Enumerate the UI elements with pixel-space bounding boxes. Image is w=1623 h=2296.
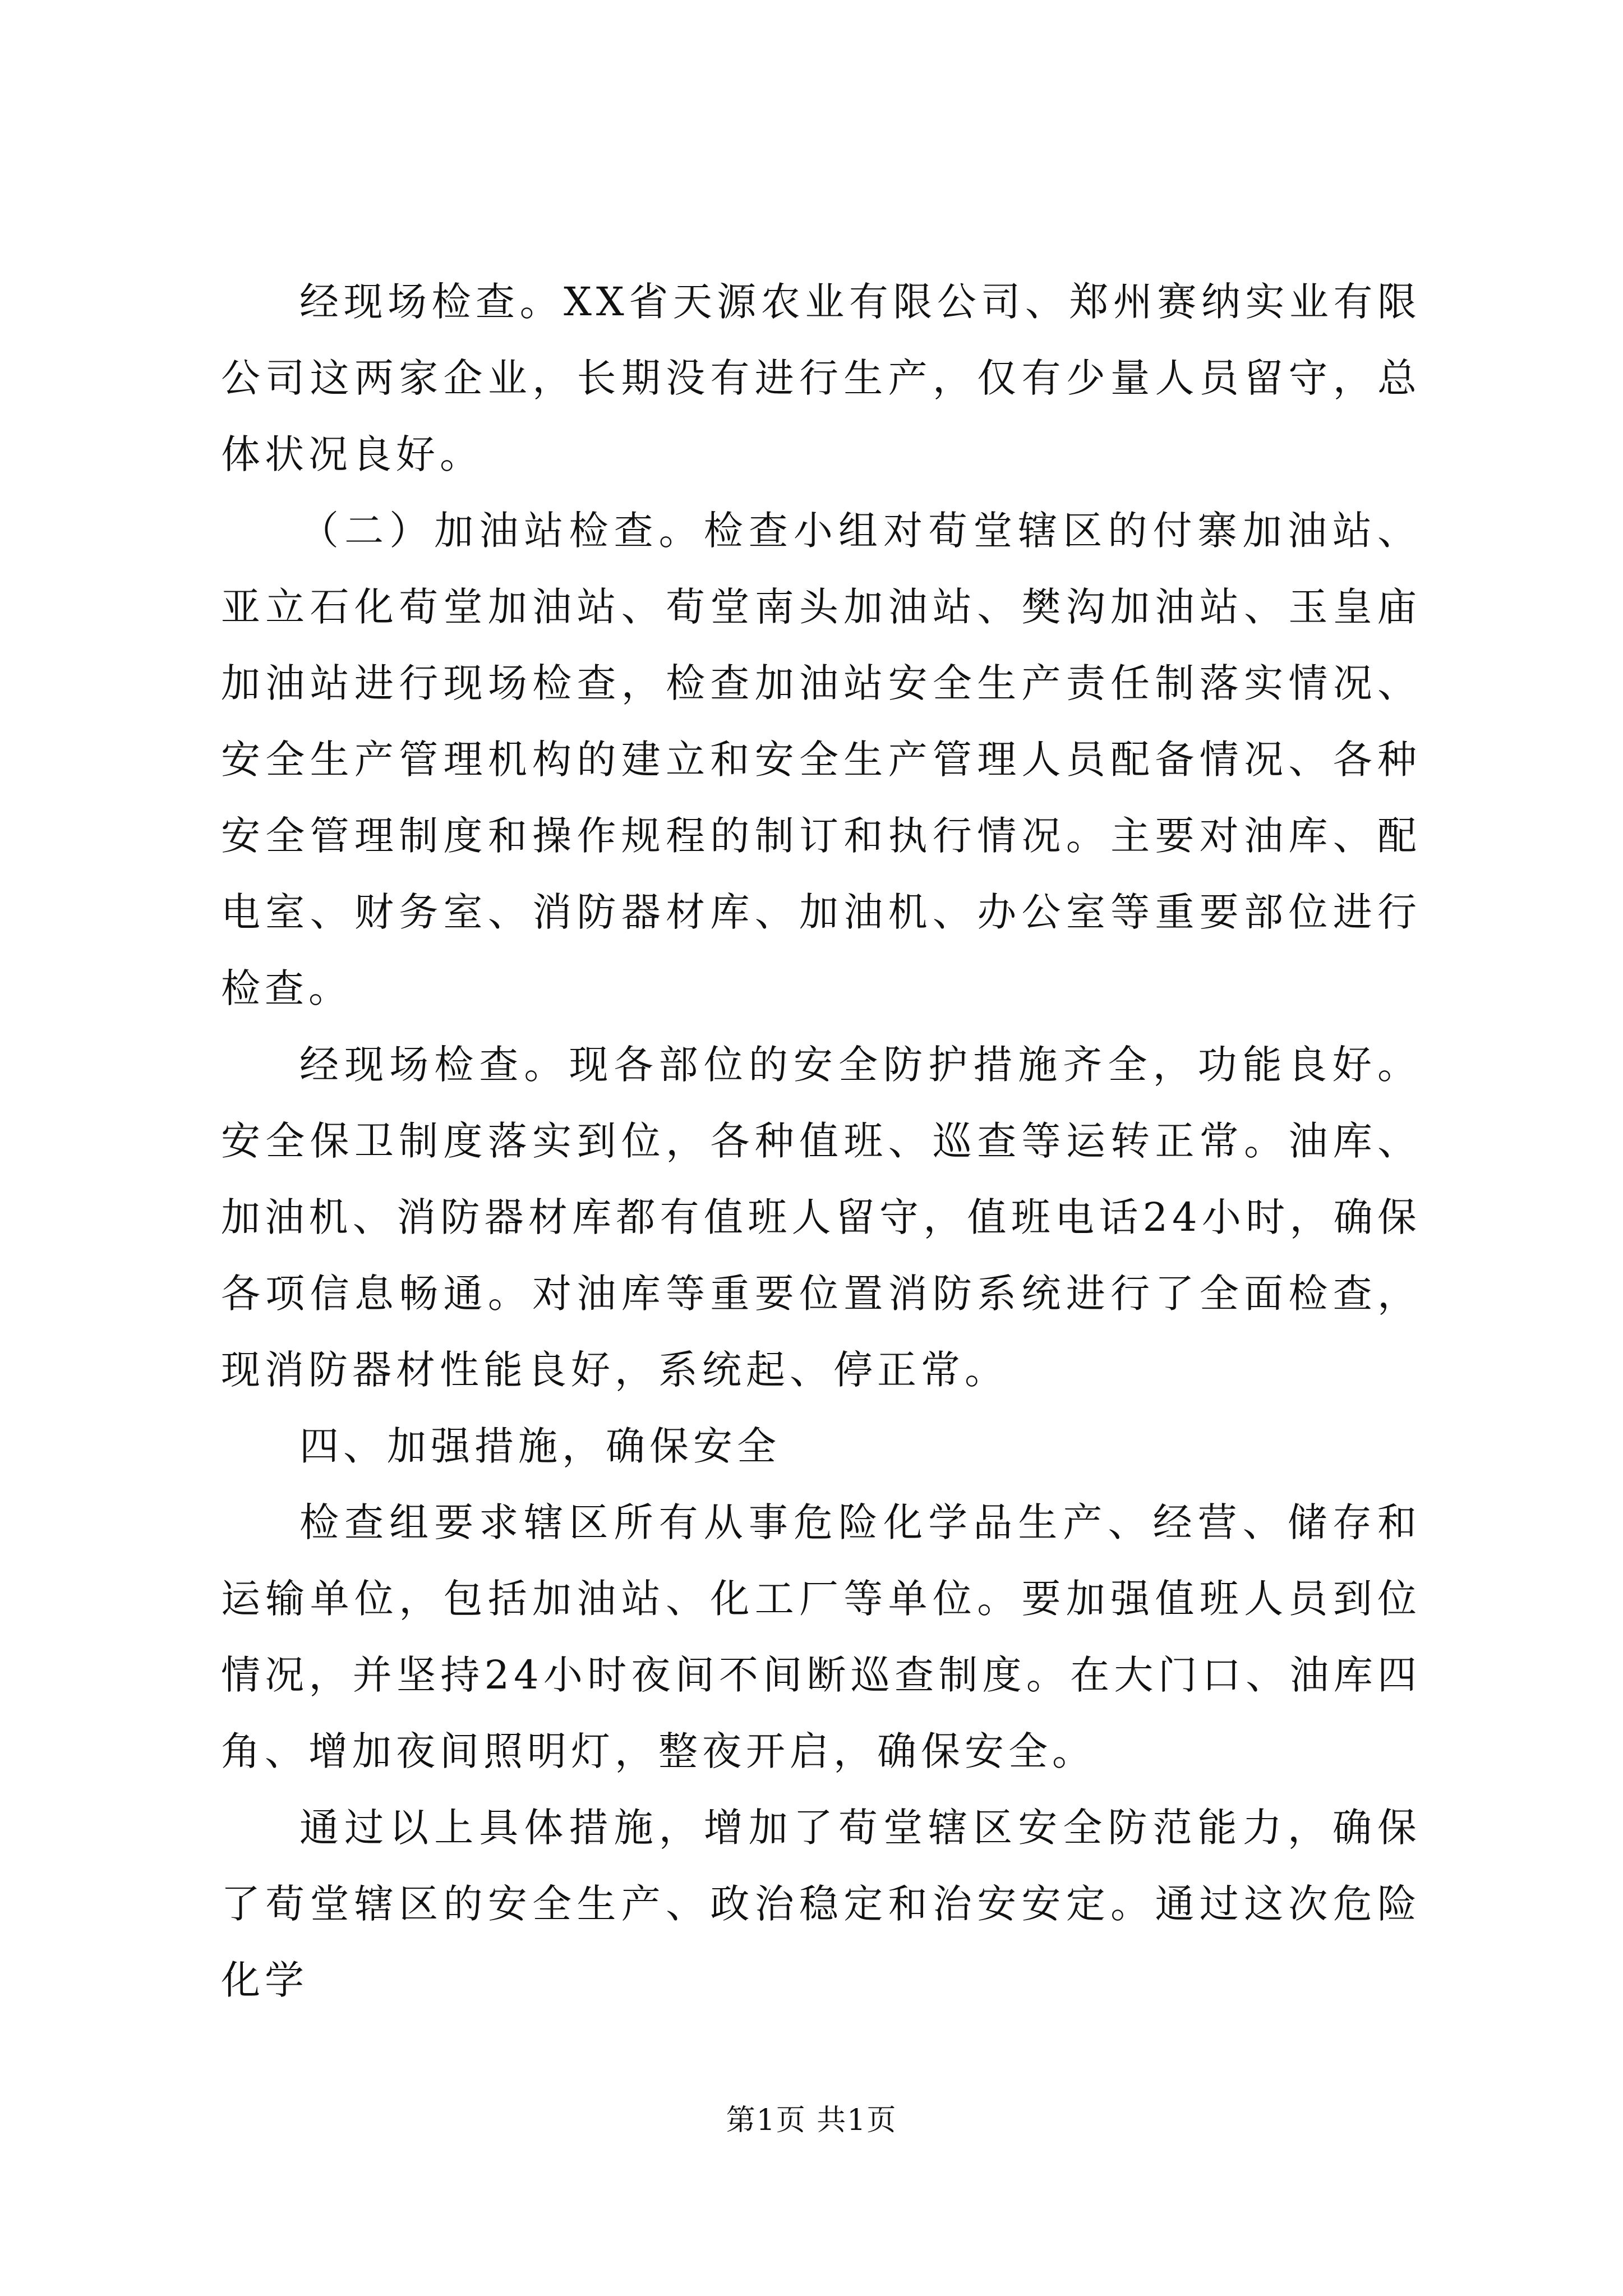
document-body <box>221 264 1421 2018</box>
paragraph-conclusion: 通过以上具体措施，增加了荀堂辖区安全防范能力，确保了荀堂辖区的安全生产、政治稳定和治安安定。通过这次危险化学 <box>221 1805 1421 2003</box>
paragraph-inspection-result-1: 经现场检查。XX省天源农业有限公司、郑州赛纳实业有限公司这两家企业，长期没有进行生产，仅有少量人员留守，总体状况良好。 <box>221 279 1421 477</box>
page-number-footer: 第1页 共1页 <box>726 2104 897 2137</box>
section-heading-measures: 四、加强措施，确保安全 <box>299 1423 781 1469</box>
paragraph-requirements: 检查组要求辖区所有从事危险化学品生产、经营、储存和运输单位，包括加油站、化工厂等单位。要加强值班人员到位情况，并坚持24小时夜间不间断巡查制度。在大门口、油库四角、增加夜间照明灯，整夜开启，确保安全。 <box>221 1499 1421 1774</box>
paragraph-inspection-result-2: 经现场检查。现各部位的安全防护措施齐全，功能良好。安全保卫制度落实到位，各种值班、巡查等运转正常。油库、加油机、消防器材库都有值班人留守，值班电话24小时，确保各项信息畅通。对油库等重要位置消防系统进行了全面检查，现消防器材性能良好，系统起、停正常。 <box>221 1042 1421 1393</box>
paragraph-gas-station-inspection: （二）加油站检查。检查小组对荀堂辖区的付寨加油站、亚立石化荀堂加油站、荀堂南头加油站、樊沟加油站、玉皇庙加油站进行现场检查，检查加油站安全生产责任制落实情况、安全生产管理机构的建立和安全生产管理人员配备情况、各种安全管理制度和操作规程的制订和执行情况。主要对油库、配电室、财务室、消防器材库、加油机、办公室等重要部位进行检查。 <box>221 508 1421 1011</box>
